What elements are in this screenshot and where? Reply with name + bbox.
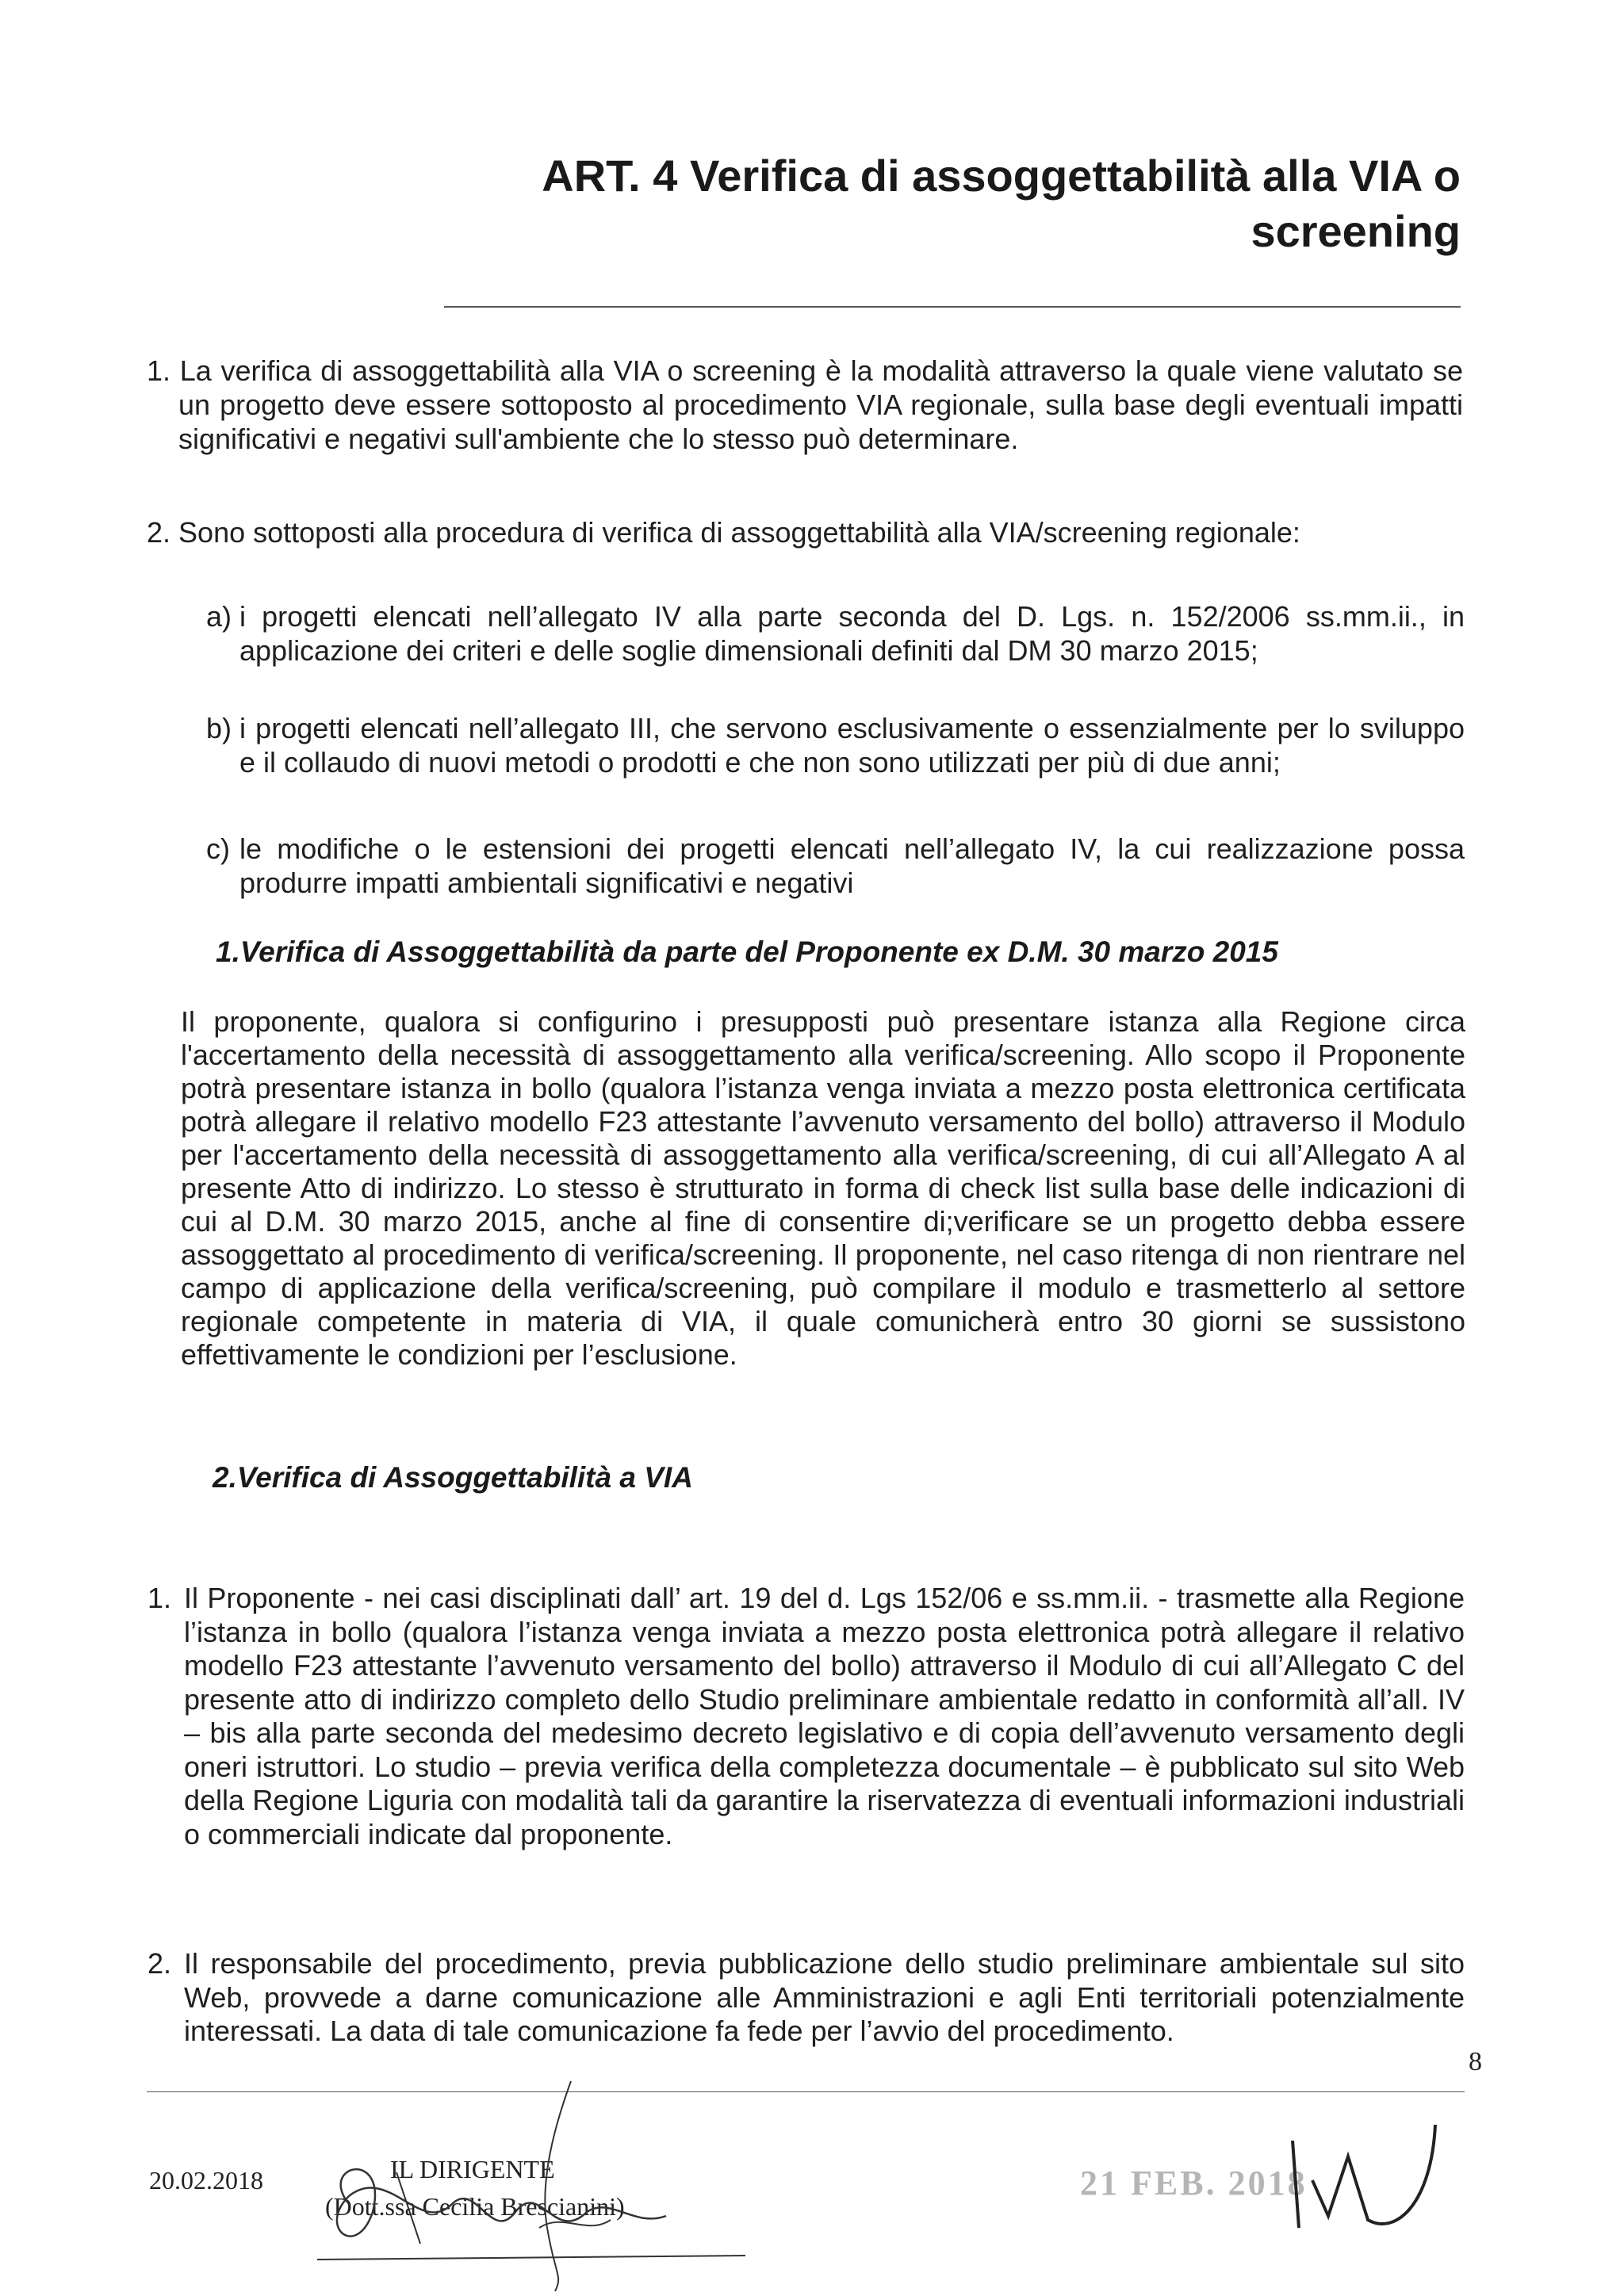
sublist-label: a) [206, 600, 232, 633]
section-2-item-number: 1. [147, 1582, 172, 1614]
section-1-heading: 1.Verifica di Assoggettabilità da parte del Proponente ex D.M. 30 marzo 2015 [216, 936, 1278, 968]
sublist-item-b [206, 711, 1465, 779]
sublist-text: i progetti elencati nell’allegato IV alla parte seconda del D. Lgs. n. 152/2006 ss.mm.ii., in applicazione dei criteri e delle soglie dimensionali definiti dal DM 30 marzo 2015; [239, 600, 1465, 667]
section-2-item-text: Il Proponente - nei casi disciplinati dall’ art. 19 del d. Lgs 152/06 e ss.mm.ii. - trasmette alla Regione l’istanza in bollo (qualora l’istanza venga inviata a mezzo posta elettronica potrà allegare il relativo modello F23 attestante l’avvenuto versamento del bollo) attraverso il Modulo di cui all’Allegato C del presente atto di indirizzo completo dello Studio preliminare ambientale redatto in conformità all’all. IV – bis alla parte seconda del medesimo decreto legislativo e di copia dell’avvenuto versamento degli oneri istruttori. Lo studio – previa verifica della completezza documentale – è pubblicato sul sito Web della Regione Liguria con modalità tali da garantire la riservatezza di eventuali informazioni industriali o commerciali indicate dal proponente. [184, 1582, 1465, 1850]
signer-name: (Dott.ssa Cecilia Brescianini) [325, 2192, 625, 2221]
section-2-item-1 [147, 1582, 1465, 1851]
intro-item-1 [147, 354, 1463, 456]
date-stamp: 21 FEB. 2018 [1080, 2164, 1308, 2202]
sublist-item-a [206, 599, 1465, 668]
section-2-item-text: Il responsabile del procedimento, previa pubblicazione dello studio preliminare ambientale sul sito Web, provvede a darne comunicazione alle Amministrazioni e agli Enti territoriali potenzialmente interessati. La data di tale comunicazione fa fede per l’avvio del procedimento. [184, 1947, 1465, 2047]
page-title: ART. 4 Verifica di assoggettabilità alla VIA o [542, 151, 1461, 201]
intro-item-text: La verifica di assoggettabilità alla VIA o screening è la modalità attraverso la quale viene valutato se un progetto deve essere sottoposto al procedimento VIA regionale, sulla base degli eventuali impatti significativi e negativi sull'ambiente che lo stesso può determinare. [178, 354, 1463, 455]
initials-drawing [1269, 2109, 1459, 2236]
sublist-item-c [206, 832, 1465, 900]
section-2-item-2 [147, 1947, 1465, 2049]
sublist-label: c) [206, 832, 230, 865]
page-title-continued: screening [1251, 206, 1461, 256]
page-number: 8 [1469, 2047, 1482, 2076]
intro-item-number: 1. [147, 354, 171, 387]
signature-drawing [301, 2077, 777, 2291]
section-1-paragraph: Il proponente, qualora si configurino i presupposti può presentare istanza alla Regione circa l'accertamento della necessità di assoggettamento alla verifica/screening. Allo scopo il Proponente potrà presentare istanza in bollo (qualora l’istanza venga inviata a mezzo posta elettronica certificata potrà allegare il relativo modello F23 attestante l’avvenuto versamento del bollo) attraverso il Modulo per l'accertamento della necessità di assoggettamento alla verifica/screening, di cui all’Allegato A al presente Atto di indirizzo. Lo stesso è strutturato in forma di check list sulla base delle indicazioni di cui al D.M. 30 marzo 2015, anche al fine di consentire di;verificare se un progetto debba essere assoggettato al procedimento di verifica/screening. Il proponente, nel caso ritenga di non rientrare nel campo di applicazione della verifica/screening, può compilare il modulo e trasmetterlo al settore regionale competente in materia di VIA, il quale comunicherà entro 30 giorni se sussistono effettivamente le condizioni per l’esclusione. [181, 1005, 1465, 1371]
sublist-text: le modifiche o le estensioni dei progetti elencati nell’allegato IV, la cui realizzazione possa produrre impatti ambientali significativi e negativi [239, 832, 1465, 899]
section-2-heading: 2.Verifica di Assoggettabilità a VIA [213, 1461, 693, 1494]
section-2-item-number: 2. [147, 1947, 172, 1980]
footer-date: 20.02.2018 [149, 2166, 263, 2195]
title-rule [444, 306, 1461, 308]
intro-item-number: 2. [147, 516, 171, 549]
intro-item-2 [147, 515, 1463, 549]
signer-title: IL DIRIGENTE [390, 2155, 555, 2183]
sublist-label: b) [206, 712, 232, 744]
intro-item-text: Sono sottoposti alla procedura di verifica di assoggettabilità alla VIA/screening regionale: [178, 516, 1300, 549]
sublist-text: i progetti elencati nell’allegato III, che servono esclusivamente o essenzialmente per lo sviluppo e il collaudo di nuovi metodi o prodotti e che non sono utilizzati per più di due anni; [239, 712, 1465, 779]
